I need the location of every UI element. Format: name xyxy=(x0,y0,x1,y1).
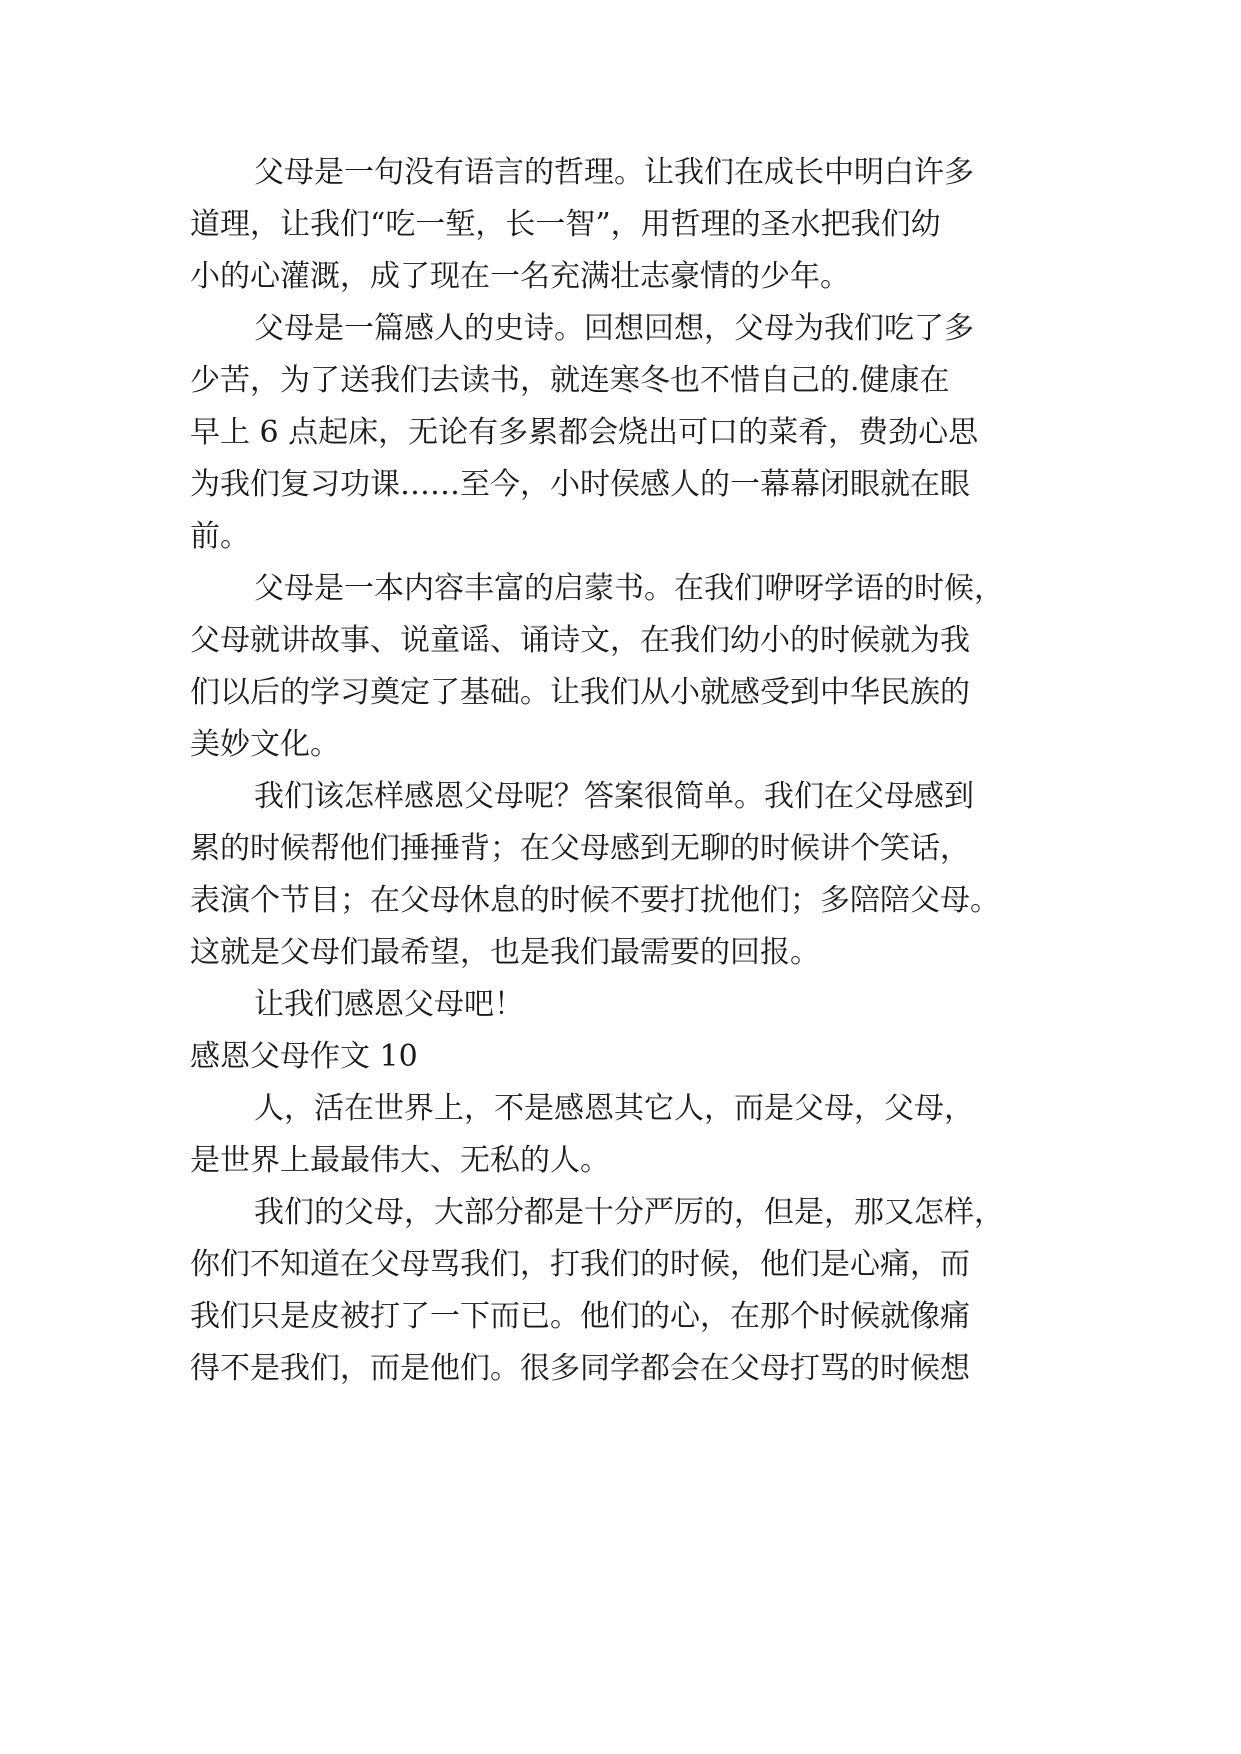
paragraph-3-line-4: 美妙文化。 xyxy=(190,727,340,762)
paragraph-4-line-4: 这就是父母们最希望，也是我们最需要的回报。 xyxy=(190,935,820,970)
paragraph-3-line-3: 们以后的学习奠定了基础。让我们从小就感受到中华民族的 xyxy=(190,675,970,710)
paragraph-2-line-1: 父母是一篇感人的史诗。回想回想，父母为我们吃了多 xyxy=(254,311,974,346)
paragraph-4-line-1: 我们该怎样感恩父母呢？答案很简单。我们在父母感到 xyxy=(254,779,974,814)
paragraph-5-line-1: 让我们感恩父母吧！ xyxy=(254,987,524,1022)
paragraph-1-line-3: 小的心灌溉，成了现在一名充满壮志豪情的少年。 xyxy=(190,259,850,294)
section-paragraph-2-line-3: 我们只是皮被打了一下而已。他们的心，在那个时候就像痛 xyxy=(190,1299,970,1334)
paragraph-4-line-3: 表演个节目；在父母休息的时候不要打扰他们；多陪陪父母。 xyxy=(190,883,1000,918)
paragraph-4-line-2: 累的时候帮他们捶捶背；在父母感到无聊的时候讲个笑话， xyxy=(190,831,970,866)
section-paragraph-1-line-2: 是世界上最最伟大、无私的人。 xyxy=(190,1143,610,1178)
section-title: 感恩父母作文 10 xyxy=(190,1039,418,1074)
paragraph-2-line-2: 少苦，为了送我们去读书，就连寒冬也不惜自己的.健康在 xyxy=(190,363,950,398)
section-paragraph-1-line-1: 人，活在世界上，不是感恩其它人，而是父母，父母， xyxy=(254,1091,974,1126)
section-paragraph-2-line-4: 得不是我们，而是他们。很多同学都会在父母打骂的时候想 xyxy=(190,1351,970,1386)
paragraph-2-line-4: 为我们复习功课……至今，小时侯感人的一幕幕闭眼就在眼 xyxy=(190,467,970,502)
paragraph-1-line-1: 父母是一句没有语言的哲理。让我们在成长中明白许多 xyxy=(254,155,974,190)
paragraph-1-line-2: 道理，让我们“吃一堑，长一智”，用哲理的圣水把我们幼 xyxy=(190,207,941,242)
paragraph-3-line-1: 父母是一本内容丰富的启蒙书。在我们咿呀学语的时候， xyxy=(254,571,1004,606)
paragraph-2-line-3: 早上 6 点起床，无论有多累都会烧出可口的菜肴，费劲心思 xyxy=(190,415,979,450)
section-paragraph-2-line-1: 我们的父母，大部分都是十分严厉的，但是，那又怎样， xyxy=(254,1195,1004,1230)
paragraph-2-line-5: 前。 xyxy=(190,519,250,554)
paragraph-3-line-2: 父母就讲故事、说童谣、诵诗文，在我们幼小的时候就为我 xyxy=(190,623,970,658)
section-paragraph-2-line-2: 你们不知道在父母骂我们，打我们的时候，他们是心痛，而 xyxy=(190,1247,970,1282)
